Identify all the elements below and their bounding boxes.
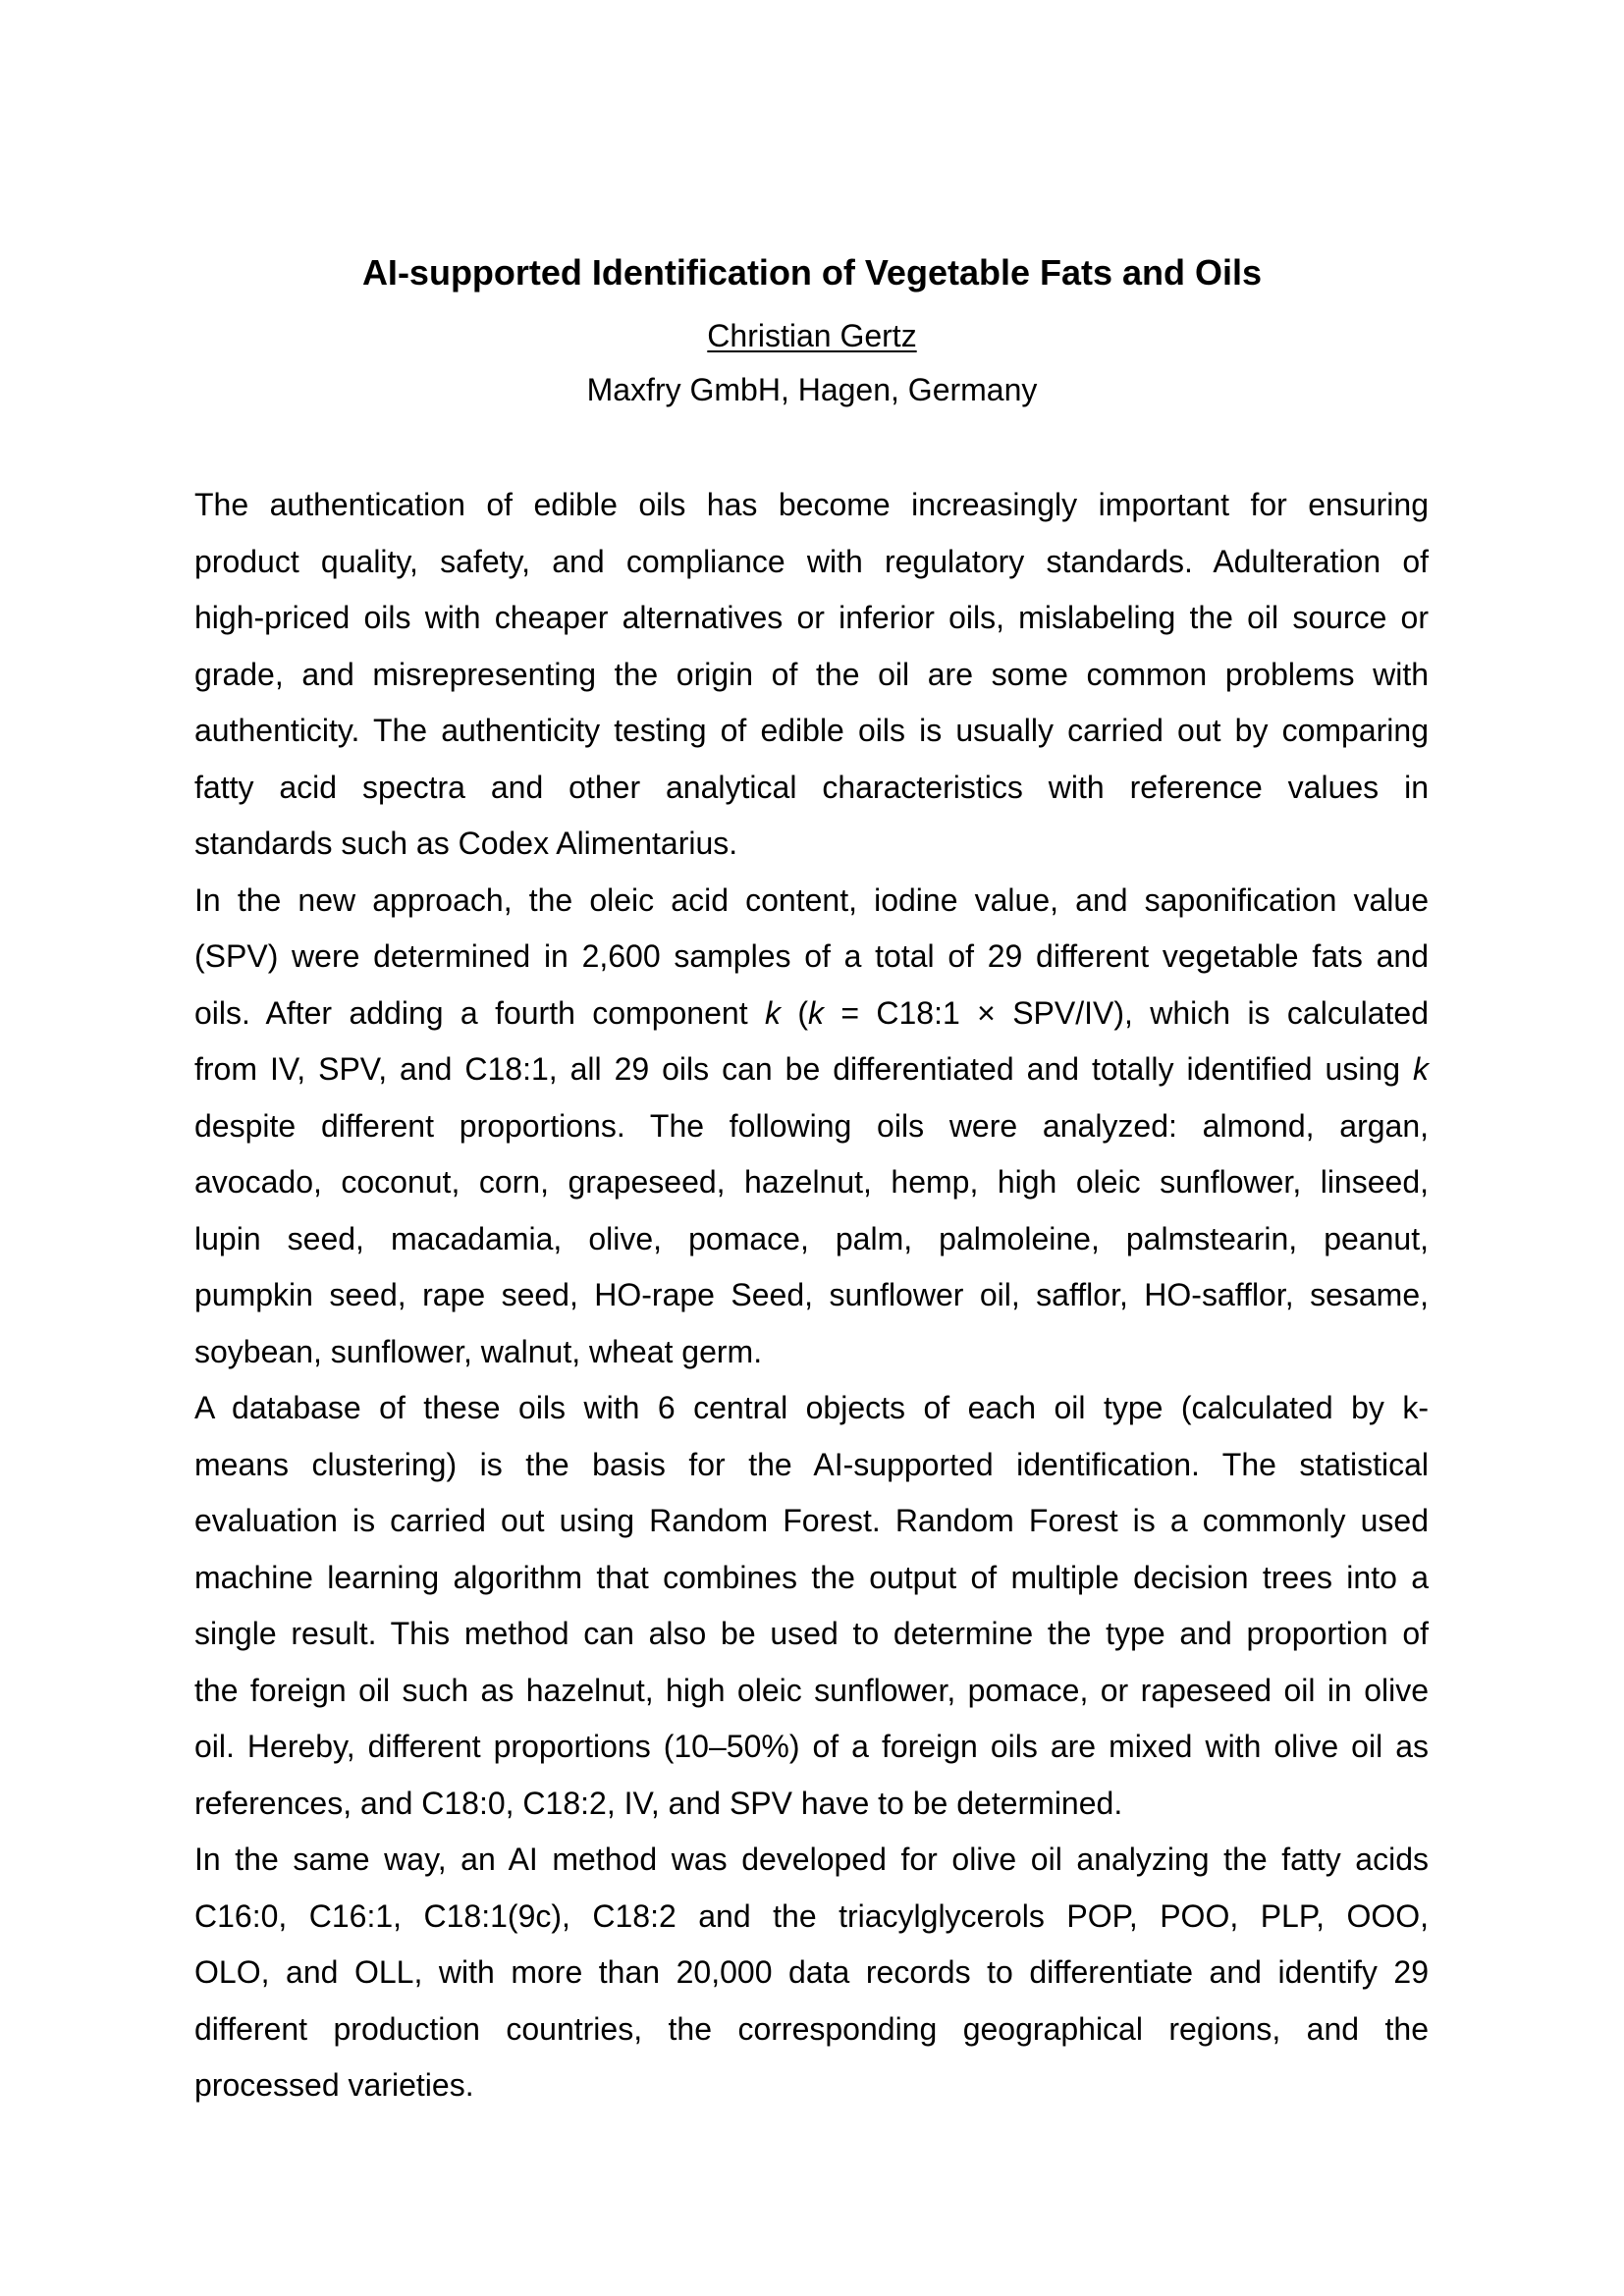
affiliation: Maxfry GmbH, Hagen, Germany xyxy=(586,372,1038,407)
text-line: single result. This method can also be used to determine the type and proportion of xyxy=(194,1616,1429,1651)
text-line: pumpkin seed, rape seed, HO-rape Seed, sunflower oil, safflor, HO-safflor, sesame, xyxy=(194,1277,1429,1312)
text-line-formula xyxy=(194,993,1429,1050)
author-name: Christian Gertz xyxy=(707,318,917,353)
text-line: avocado, coconut, corn, grapeseed, hazelnut, hemp, high oleic sunflower, linseed, xyxy=(194,1164,1429,1200)
paragraph-3 xyxy=(194,1388,1429,1840)
abstract-body xyxy=(194,485,1429,2122)
italic-variable-k: k xyxy=(764,994,781,1031)
paragraph-4 xyxy=(194,1840,1429,2122)
text-line: means clustering) is the basis for the AI-supported identification. The statistical xyxy=(194,1446,1429,1482)
text-line xyxy=(194,1049,1429,1106)
text-line: soybean, sunflower, walnut, wheat germ. xyxy=(194,1333,763,1369)
text-line: high-priced oils with cheaper alternatives or inferior oils, mislabeling the oil source or xyxy=(194,600,1429,635)
text-line: references, and C18:0, C18:2, IV, and SPV have to be determined. xyxy=(194,1785,1123,1821)
text-line: machine learning algorithm that combines the output of multiple decision trees into a xyxy=(194,1559,1429,1595)
text-segment: from IV, SPV, and C18:1, all 29 oils can be differentiated and totally identified using xyxy=(194,1051,1413,1087)
text-line: The authentication of edible oils has become increasingly important for ensuring xyxy=(194,487,1429,522)
text-line: grade, and misrepresenting the origin of the oil are some common problems with xyxy=(194,656,1429,692)
text-line: fatty acid spectra and other analytical characteristics with reference values in xyxy=(194,769,1429,805)
document-title: AI-supported Identification of Vegetable Fats and Oils xyxy=(361,252,1263,293)
text-line: standards such as Codex Alimentarius. xyxy=(194,826,738,861)
text-line: OLO, and OLL, with more than 20,000 data records to differentiate and identify 29 xyxy=(194,1954,1429,1990)
text-segment: ( xyxy=(780,994,808,1031)
text-line: oil. Hereby, different proportions (10–50%) of a foreign oils are mixed with olive oil as xyxy=(194,1729,1429,1764)
paragraph-2 xyxy=(194,881,1429,1389)
text-line: processed varieties. xyxy=(194,2067,474,2103)
text-line: different production countries, the corresponding geographical regions, and the xyxy=(194,2010,1429,2047)
text-line: the foreign oil such as hazelnut, high oleic sunflower, pomace, or rapeseed oil in olive xyxy=(194,1672,1429,1708)
text-line: lupin seed, macadamia, olive, pomace, palm, palmoleine, palmstearin, peanut, xyxy=(194,1220,1429,1256)
text-line: In the new approach, the oleic acid content, iodine value, and saponification value xyxy=(194,881,1429,918)
text-line: In the same way, an AI method was developed for olive oil analyzing the fatty acids xyxy=(194,1842,1429,1877)
text-line: evaluation is carried out using Random Forest. Random Forest is a commonly used xyxy=(194,1503,1429,1538)
italic-variable-k: k xyxy=(1413,1051,1429,1087)
text-line: (SPV) were determined in 2,600 samples of a total of 29 different vegetable fats and xyxy=(194,938,1429,974)
italic-variable-k: k xyxy=(807,994,824,1031)
author-line xyxy=(0,316,1624,355)
text-line: despite different proportions. The following oils were analyzed: almond, argan, xyxy=(194,1107,1429,1144)
paragraph-1 xyxy=(194,485,1429,881)
text-segment: oils. After adding a fourth component xyxy=(194,994,765,1031)
text-line: authenticity. The authenticity testing of edible oils is usually carried out by comparing xyxy=(194,713,1429,748)
text-segment: = C18:1 × SPV/IV), which is calculated xyxy=(823,994,1430,1031)
text-line: A database of these oils with 6 central objects of each oil type (calculated by k- xyxy=(194,1390,1429,1425)
text-line: product quality, safety, and compliance with regulatory standards. Adulteration of xyxy=(194,543,1429,579)
text-line: C16:0, C16:1, C18:1(9c), C18:2 and the triacylglycerols POP, POO, PLP, OOO, xyxy=(194,1897,1429,1934)
